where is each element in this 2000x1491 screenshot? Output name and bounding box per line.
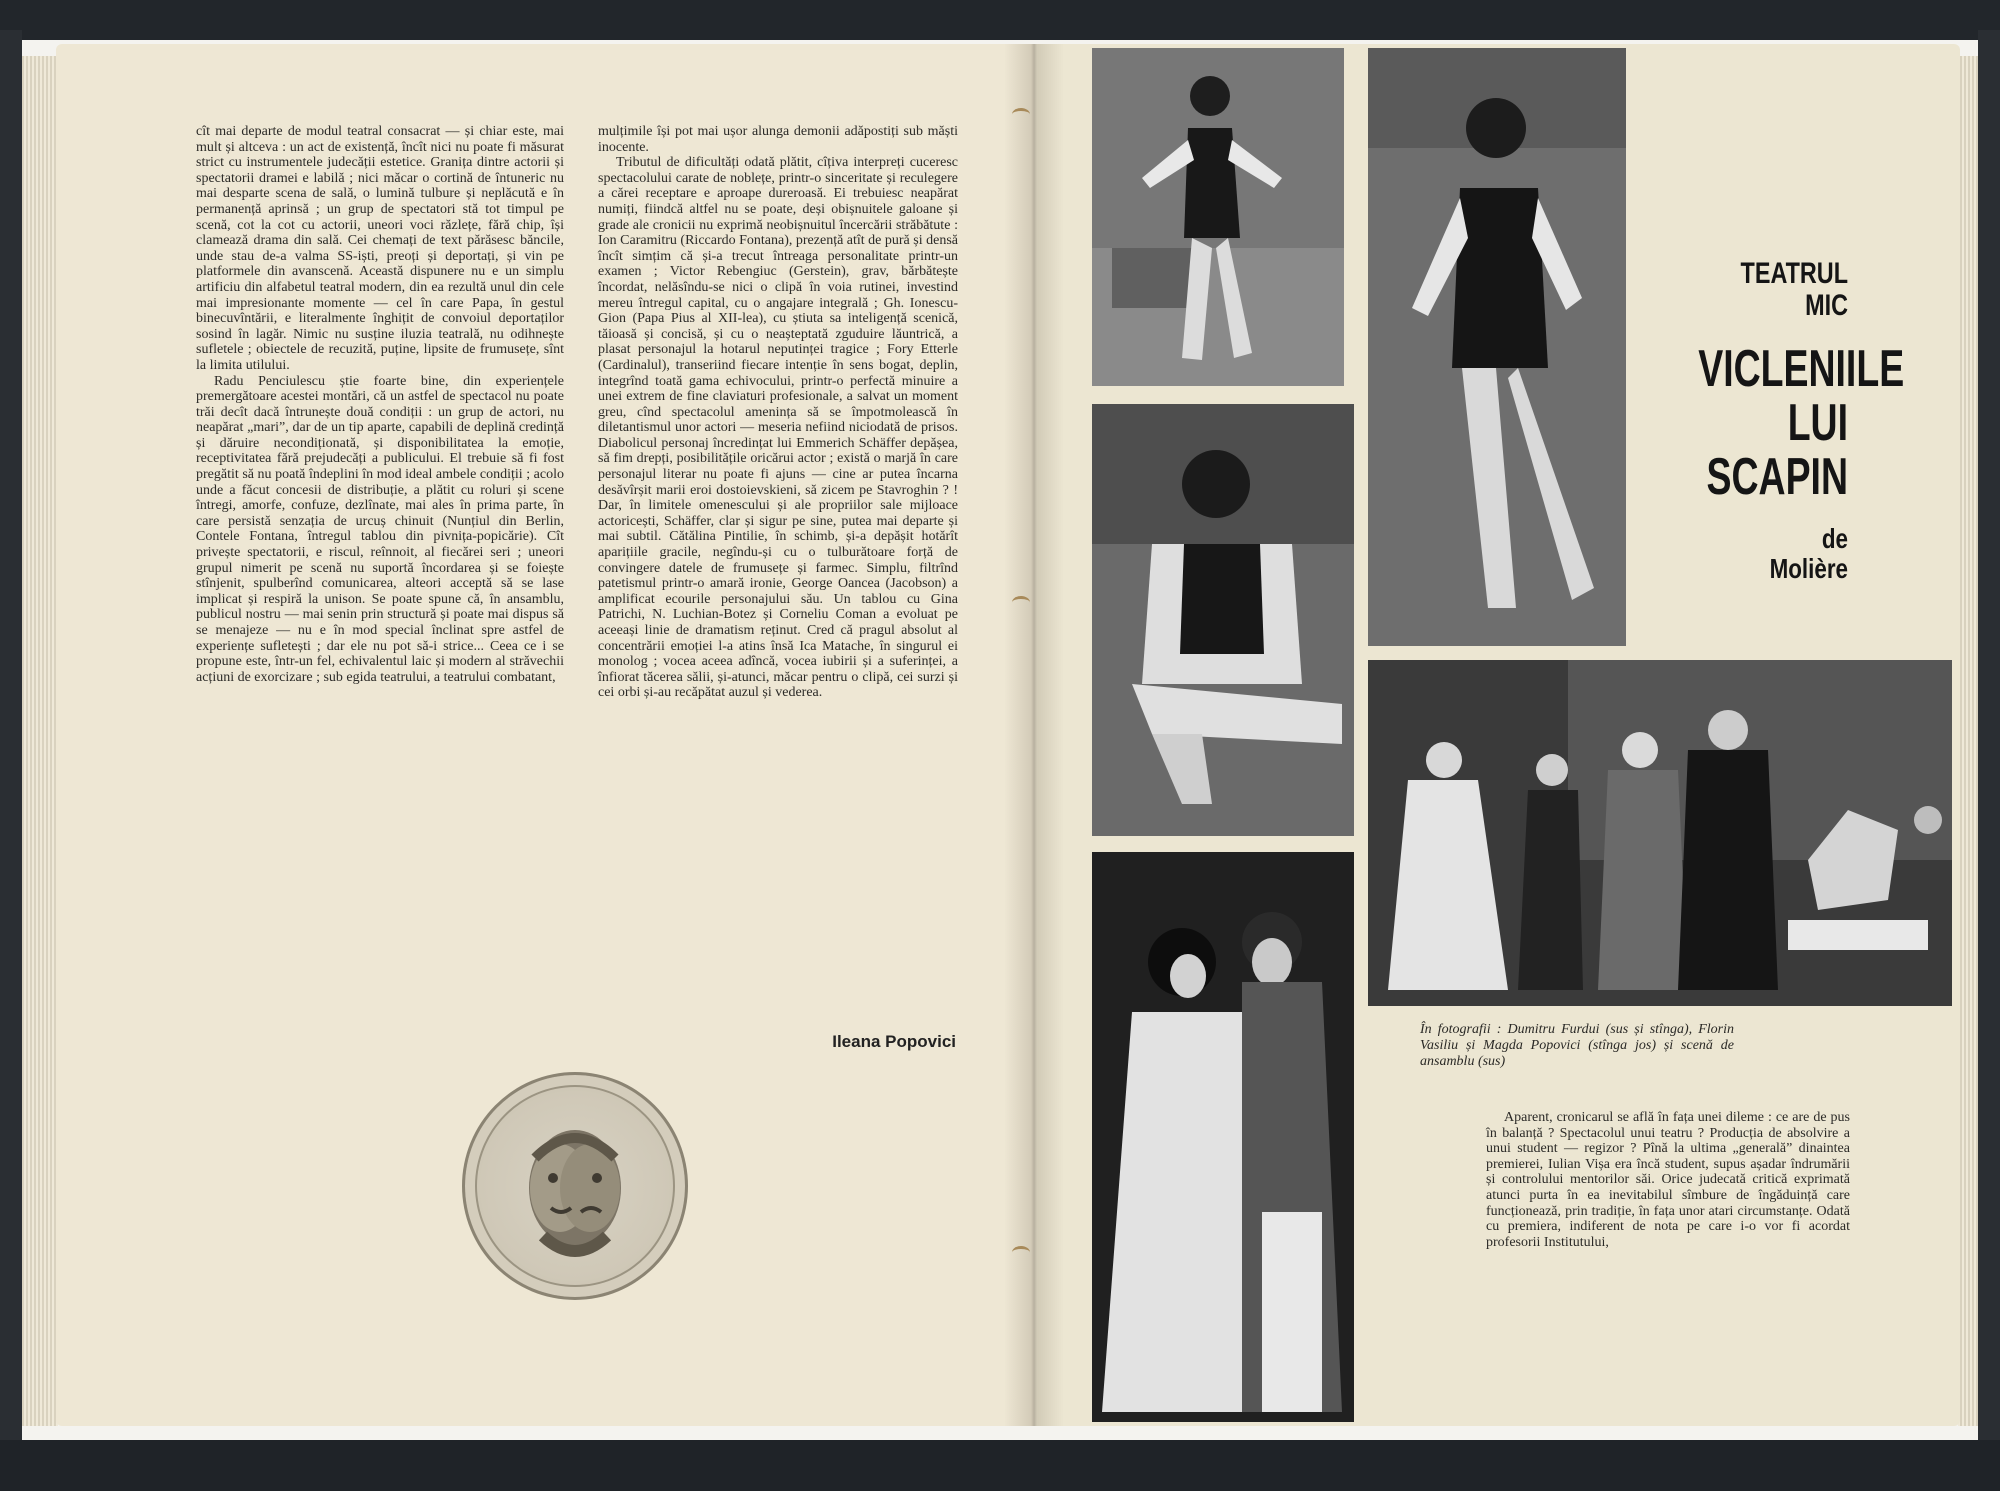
section-name: TEATRUL <box>1740 257 1848 290</box>
section-name-2: MIC <box>1805 289 1848 322</box>
paragraph: Radu Penciulescu știe foarte bine, din experiențele premergătoare acestei montări, că un astfel de spectacol nu poate trăi decît dacă întrunește două condiții : un grup de actori, nu neapărat „mari”, dar de un tip aparte, capabili de deplină credință și dăruire necondiționată, și disponibilitatea la emoție, receptivitatea fără prejudecăți a publicului. El trebuie să fi fost pregătit să nu poată îndeplini în mod ideal ambele condiții ; acolo unde a făcut concesii de distribuție, a plătit cu roluri și scene întregi, amorfe, confuze, dezlînate, mai ales în prima parte, în care persistă senzația de urcuș chinuit (Nunțiul din Berlin, Contele Fontana, întregul tablou din pivnița-popicărie). Cît privește spectatorii, e riscul, reînnoit, al fiecărei seri ; uneori grupul nimerit pe scenă nu suportă încordarea și se foiește stînjenit, spulberînd comunicarea, alteori acceptă să se lase implicat și respiră la unison. Se poate spune că, în ansamblu, publicul nostru — mai senin prin structură și poate mai dispus să se menajeze — nu e în mod special înclinat spre astfel de experiențe sufletești ; dar ele nu pot să-i strice... Ceea ce i se propune este, într-un fel, echivalentul laic și modern al străvechii acțiuni de exorcizare ; sub egida teatrului, a teatrului combatant, <box>196 373 564 685</box>
binding-right <box>1978 30 2000 1450</box>
article-column-1 <box>196 124 564 685</box>
photo-ensemble-scene <box>1368 660 1952 1006</box>
page-edges-right <box>1958 56 1978 1426</box>
paragraph: Tributul de dificultăți odată plătit, cîțiva interpreți cuceresc spectacolului carate de noblețe, printr-o sinceritate și reculegere a cărei receptare e aproape dureroasă. Ei trebuiesc neapărat numiți, fiindcă altfel nu se poate, deși obișnuitele galoane și grade ale cronicii nu exprimă neobișnuitul încercării străbătute : Ion Caramitru (Riccardo Fontana), prezență atît de pură și densă încît simțim că și-a trecut întreaga personalitate printr-un examen ; Victor Rebengiuc (Gerstein), grav, bărbătește încordat, nelăsîndu-se nici o clipă în voia rutinei, investind mereu întregul capital, cu o angajare integrală ; Gh. Ionescu-Gion (Papa Pius al XII-lea), cu știuta sa inteligență scenică, tăioasă și concisă, și cu o neașteptată zguduire lăuntrică, a plasat personajul la hotarul neputinței tragice ; Fory Etterle (Cardinalul), transeriind fiecare intenție în sens bogat, deplin, integrînd toată gama echivocului, printr-o perfectă minuire a unei extrem de fine claviaturi profesionale, a salvat un moment greu, cînd spectacolul amenința să se împotmolească în diletantismul unor actori — meseria nefiind niciodată de prisos. Diabolicul personaj încredințat lui Emmerich Schäffer depășea, să fim drepți, posibilitățile oricărui actor ; există o marjă în care personajul literar nu poate fi ajuns — cine ar putea încarna desăvîrșit marii eroi dostoievskieni, să zicem pe Stavroghin ? ! Dar, în limitele omenescului și ale propriilor sale mijloace actoricești, Schäffer, clar și sigur pe sine, putea mai departe și mai subtil. Cătălina Pintilie, în schimb, și-a depășit hotărît aparițiile gracile, negîndu-și cu o tulburătoare forță de convingere datele de frumusețe și farmec. Simplu, filtrînd patetismul printr-o amară ironie, George Oancea (Jacobson) a amplificat ecourile personajului său. Un tablou cu Gina Patrichi, N. Luchian-Botez și Corneliu Coman a evoluat pe aceeași linie de dramatism reținut. Cred că pragul absolut al concentrării emoției l-a atins însă Ica Matache, în singurul ei monolog ; vocea aceea adîncă, vocea iubirii și a suferinței, a înfiorat tăcerea sălii, și-atunci, măcar pentru o clipă, cei surzi și cei orbi și-au recăpătat auzul și vederea. <box>598 155 958 701</box>
by-label: de <box>1821 523 1848 554</box>
binding-left <box>0 30 22 1450</box>
article-title-block <box>1640 257 1905 584</box>
play-title: VICLENIILE LUI SCAPIN <box>1698 340 1905 506</box>
article-column-3 <box>1486 1110 1850 1250</box>
photo-two-actors <box>1092 852 1354 1422</box>
gutter-shadow <box>1004 44 1064 1426</box>
paragraph: mulțimile își pot mai ușor alunga demonii adăpostiți sub măști inocente. <box>598 124 958 155</box>
author-name: Molière <box>1769 553 1848 584</box>
binding-bottom <box>0 1440 2000 1491</box>
page-edges-left <box>22 56 58 1426</box>
paragraph: cît mai departe de modul teatral consacrat — și chiar este, mai mult și altceva : un act de existență, încît nici nu poate fi măsurat strict cu instrumentele judecății estetice. Granița dintre actorii și spectatorii dramei e labilă ; nici măcar o cortină de întuneric nu mai desparte scena de sală, o lumină tulbure și neplăcută e în permanență aprinsă ; un grup de spectatori stă tot timpul pe scenă, cot la cot cu actorii, uneori voci răzlețe, fără chip, își clamează drama din sală. Cei chemați de text părăsesc băncile, unde stau de-a valma SS-iști, preoți și deportați, și vin pe platformele din avanscenă. Această dispunere nu e un simplu artificiu din alfabetul teatral modern, din ea rezultă unul din cele mai impresionante momente — cel în care Papa, în gestul binecuvîntării, e literalmente înghițit de convoiul deportaților sosind în lagăr. Nimic nu susține iluzia teatrală, nu odihnește sufletele ; obiectele de recuzită, puține, lipsite de frumusețe, sînt la limita utilului. <box>196 124 564 373</box>
photo-actor-gesturing <box>1092 48 1344 386</box>
theatre-masks-medallion-icon <box>462 1072 688 1300</box>
staple-icon <box>1012 596 1030 609</box>
photo-actor-seated <box>1092 404 1354 836</box>
photo-actor-walking <box>1368 48 1626 646</box>
photo-caption: În fotografii : Dumitru Furdui (sus și stînga), Florin Vasiliu și Magda Popovici (stînga jos) și scenă de ansamblu (sus) <box>1420 1022 1734 1069</box>
article-column-2 <box>598 124 958 701</box>
author-signature: Ileana Popovici <box>832 1032 956 1051</box>
paragraph: Aparent, cronicarul se află în fața unei dileme : ce are de pus în balanță ? Spectacolul unui teatru ? Producția de absolvire a unui student — regizor ? Pînă la ultima „generală” dinaintea premierei, Iulian Vișa era încă student, supus așadar îndrumării și controlului mentorilor săi. Orice judecată critică exprimată atunci purta în ea inevitabilul sîmbure de îngăduință care funcționează, prin tradiție, în fața unor atari circumstanțe. Odată cu premiera, indiferent de nota pe care i-o vor fi acordat profesorii Institutului, <box>1486 1110 1850 1250</box>
staple-icon <box>1012 1246 1030 1259</box>
binding-top <box>0 0 2000 40</box>
staple-icon <box>1012 108 1030 121</box>
